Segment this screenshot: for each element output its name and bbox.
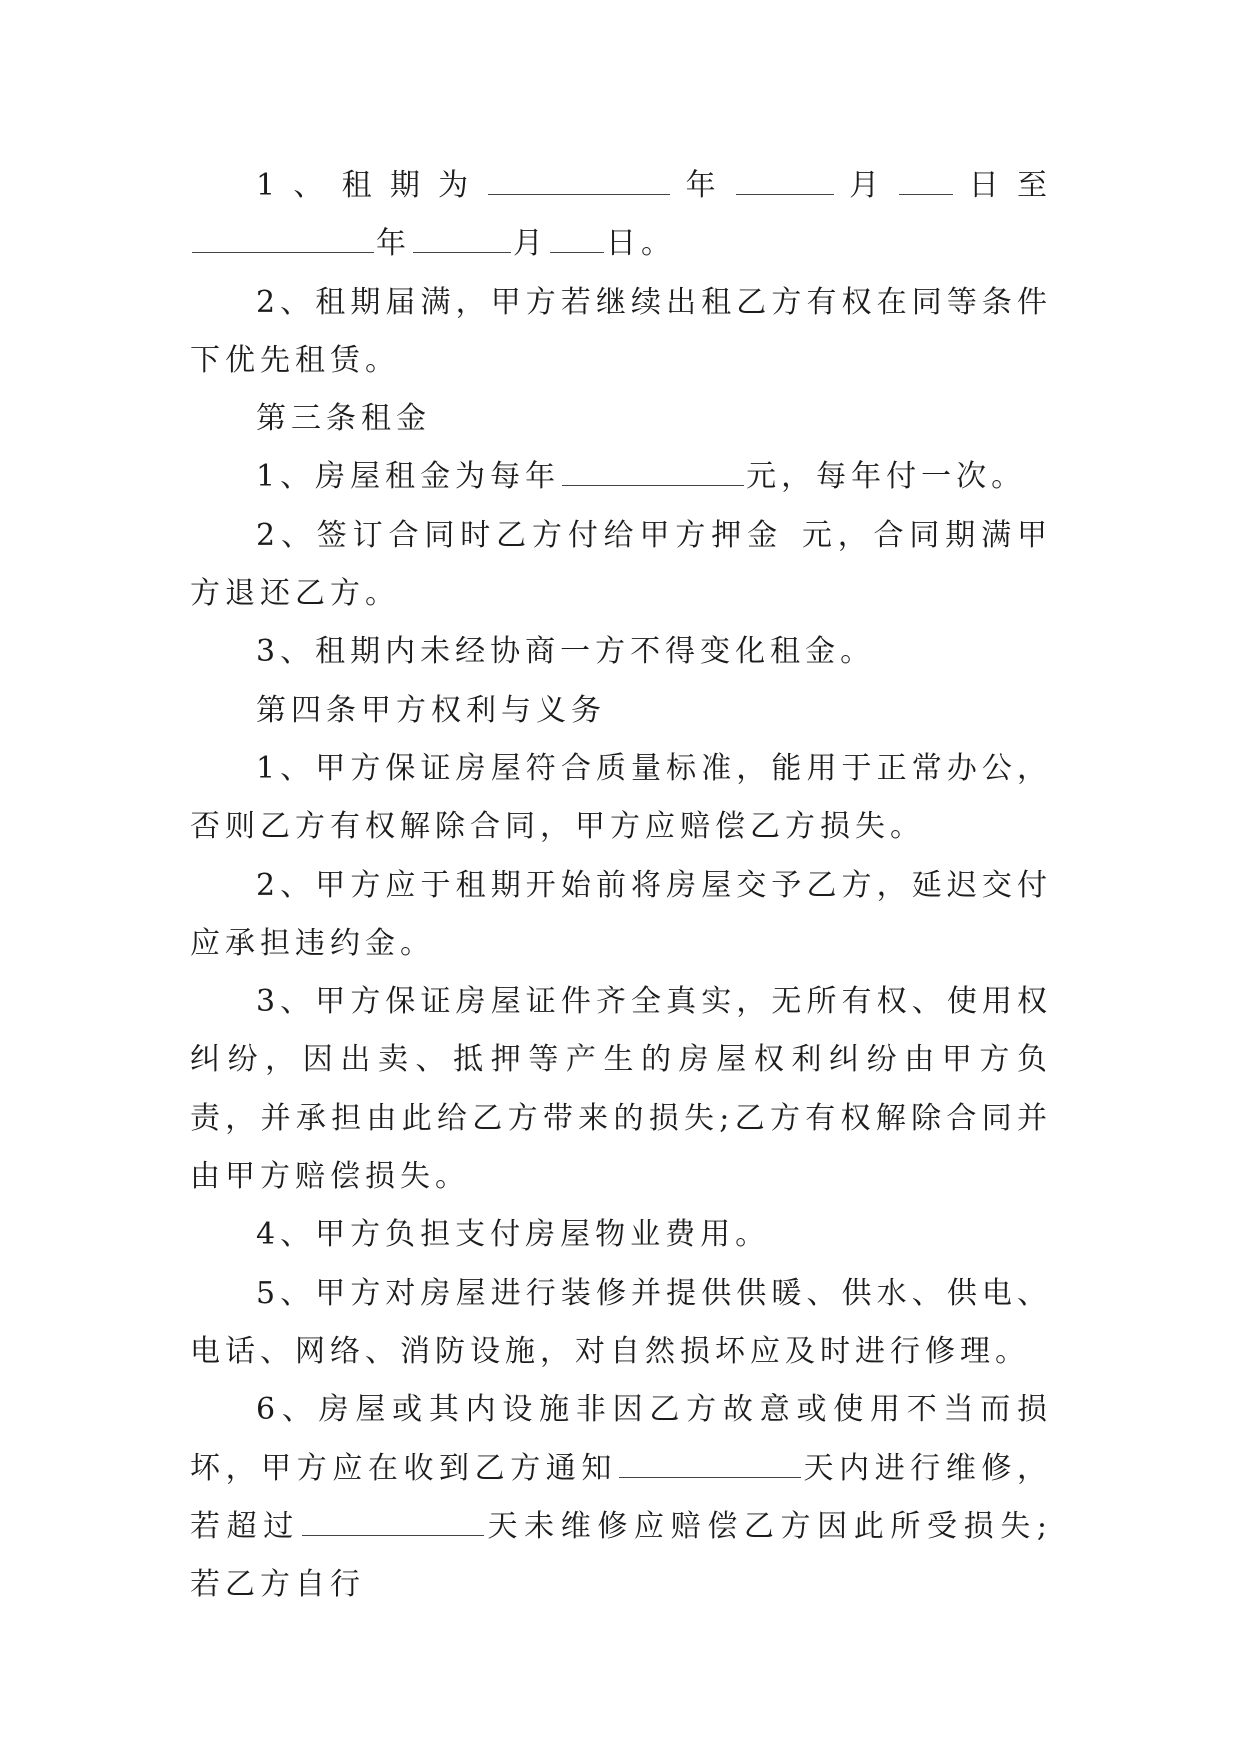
clause-text: 1、房屋租金为每年 — [256, 459, 561, 495]
rent-clause-1 — [190, 448, 1052, 506]
blank-end-month — [413, 226, 511, 253]
section-heading-lessor-rights: 第四条甲方权利与义务 — [256, 692, 606, 728]
lessor-clause-6 — [190, 1381, 1052, 1614]
blank-end-year — [192, 226, 374, 253]
document-body — [190, 157, 1052, 1614]
lessor-clause-1: 1、甲方保证房屋符合质量标准，能用于正常办公，否则乙方有权解除合同，甲方应赔偿乙方损失。 — [190, 750, 1052, 845]
clause-text: 1、租期为 — [256, 168, 487, 203]
blank-end-day — [550, 226, 604, 253]
clause-text: 年 — [672, 168, 734, 203]
blank-overdue-days — [302, 1509, 484, 1536]
clause-text: 天内进行维修，若超过 — [190, 1450, 1053, 1544]
lessor-clause-2: 2、甲方应于租期开始前将房屋交予乙方，延迟交付应承担违约金。 — [190, 867, 1052, 961]
term-clause-1 — [190, 157, 1052, 274]
rent-clause-2 — [190, 507, 1052, 624]
blank-annual-rent — [562, 459, 744, 486]
lessor-clause-3: 3、甲方保证房屋证件齐全真实，无所有权、使用权纠纷，因出卖、抵押等产生的房屋权利纠纷由甲方负责，并承担由此给乙方带来的损失;乙方有权解除合同并由甲方赔偿损失。 — [190, 984, 1052, 1195]
clause-text: 2、签订合同时乙方付给甲方押金 — [256, 517, 783, 553]
blank-start-year — [488, 168, 670, 195]
rent-clause-3: 3、租期内未经协商一方不得变化租金。 — [256, 634, 876, 670]
clause-text: 日至 — [955, 168, 1053, 203]
lessor-clause-5: 5、甲方对房屋进行装修并提供供暖、供水、供电、电话、网络、消防设施，对自然损坏应及时进行修理。 — [190, 1275, 1052, 1369]
blank-start-month — [736, 168, 834, 195]
clause-text: 月 — [835, 168, 898, 203]
blank-start-day — [899, 168, 953, 195]
clause-text: 月 — [513, 226, 548, 262]
lessor-clause-4: 4、甲方负担支付房屋物业费用。 — [256, 1217, 771, 1253]
blank-repair-days — [619, 1451, 801, 1478]
clause-text: 日。 — [606, 226, 676, 262]
clause-text: 天未维修应赔偿乙方因此所受损失;若乙方自行 — [190, 1508, 1053, 1603]
clause-text: 元，合同期满甲方退还乙方。 — [190, 517, 1052, 612]
term-clause-2: 2、租期届满，甲方若继续出租乙方有权在同等条件下优先租赁。 — [190, 284, 1052, 378]
clause-text: 6、房屋或其内设施非因乙方故意或使用不当而损坏，甲方应在收到乙方通知 — [190, 1392, 1052, 1486]
clause-text: 年 — [376, 226, 411, 262]
clause-text: 元，每年付一次。 — [746, 459, 1027, 495]
section-heading-rent: 第三条租金 — [256, 401, 431, 437]
